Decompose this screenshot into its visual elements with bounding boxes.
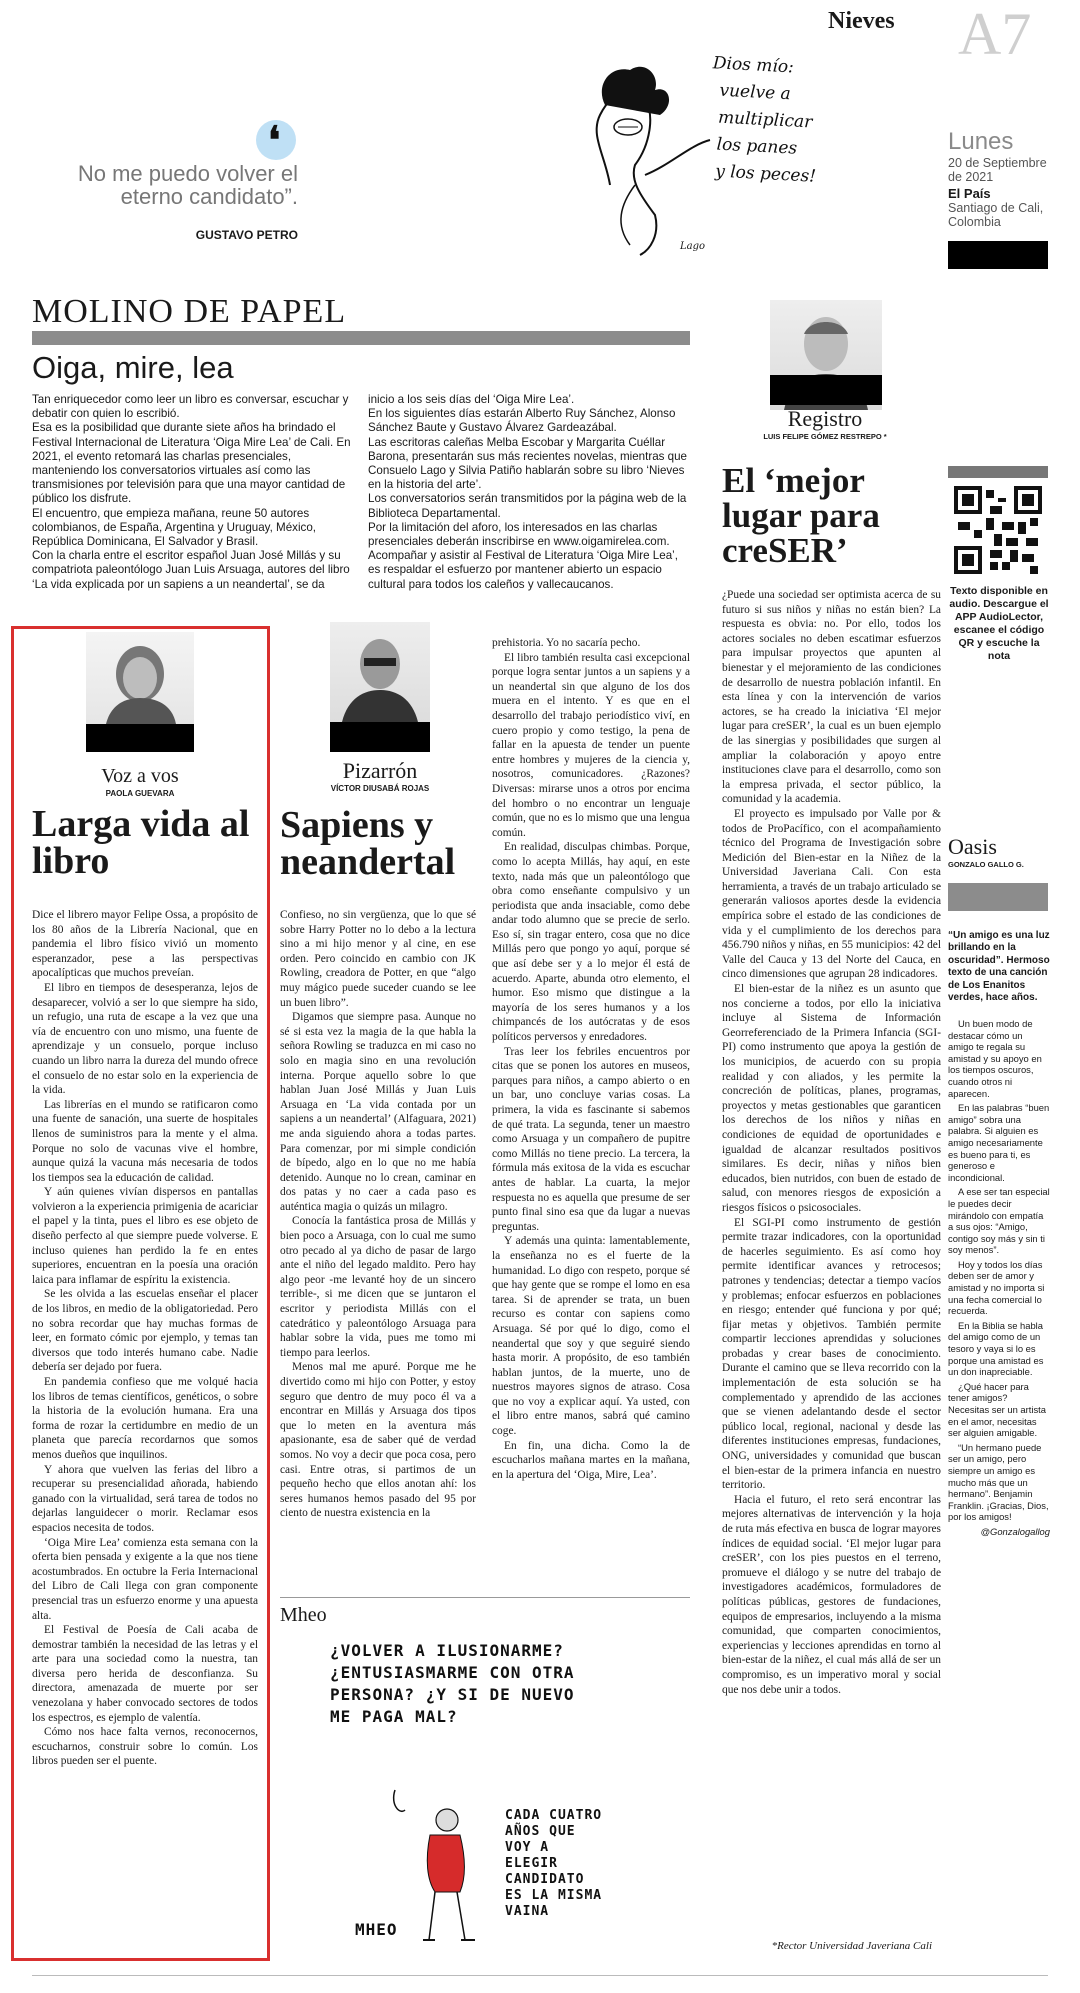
pizarron-paragraph: En realidad, disculpas chimbas. Porque, como lo acepta Millás, hay aquí, en este texto, nada más que un paleontólogo que obra como enseñante compulsivo y un periodista que anda insaciable, como debe andar todo alumno que se precie de serlo. Eso sí, sin tragar entero, cosa que no dice Millás pero que pongo yo aquí, porque sé que así debe ser y a lo mejor él está de acuerdo. Aparte, abunda otro elemento, el humor. Eso mismo que distingue a la mayoría de los seres humanos y a los chimpancés de los autócratas y de esos políticos perversos y enredadores. — [492, 841, 690, 1044]
voz-paragraph: El libro en tiempos de desesperanza, lejos de desaparecer, volvió a ser lo que siempre ha sido, un refugio, una ruta de escape a la vez que una vía de encuentro con uno mismo, una fuente de aprendizaje y un consuelo, porque incluso cuando un libro narra la dureza del mundo ofrece el consuelo de no estar solo en la experiencia de la vida. — [32, 981, 258, 1097]
oasis-paragraph: A ese ser tan especial le puedes decir mirándolo con empatía a sus ojos: “Amigo, contigo soy más y sin ti soy menos”. — [948, 1186, 1050, 1256]
audio-instructions: Texto disponible en audio. Descargue el APP AudioLector, escanee el código QR y escuche la nota — [949, 585, 1049, 662]
oasis-paragraph: Un buen modo de destacar cómo un amigo te regala su amistad y su apoyo en los tiempos oscuros, cuando otros ni aparecen. — [948, 1018, 1042, 1099]
molino-paragraph: Los conversatorios serán transmitidos por la página web de la Biblioteca Departamental. — [368, 492, 687, 520]
paper-name: El País — [948, 186, 991, 201]
molino-paragraph: Con la charla entre el escritor español Juan José Millás y su compatriota paleontólogo Juan Luis Arsuaga, autores del libro ‘La vida explicada por un sapiens a un neandertal’, se da — [32, 549, 350, 591]
pizarron-body-col2 — [492, 636, 690, 1482]
oasis-paragraph: ¿Qué hacer para tener amigos? Necesitas ser un artista en el amor, necesitas ser alguien amigable. — [948, 1380, 1046, 1439]
oasis-body — [948, 1018, 1050, 1538]
cartoon-handwriting — [707, 50, 823, 191]
section-name: Nieves — [828, 8, 895, 34]
voz-paragraph: El Festival de Poesía de Cali acaba de demostrar también la necesidad de las letras y el arte para una sociedad como la nuestra, tan diversa pero herida de desconfianza. Su directora, amenazada de muerte por ser venezolana y haber convocado sectores de todos los espectros, es ejemplo de valentía. — [32, 1624, 258, 1724]
mheo-title: Mheo — [280, 1604, 327, 1626]
date-full: 20 de Septiembre de 2021 — [948, 156, 1047, 184]
pizarron-paragraph: En fin, una dicha. Como la de escucharlos mañana martes en la mañana, en la apertura del ‘Oiga, Mire, Lea’. — [492, 1439, 690, 1481]
voz-column-name: Voz a vos — [101, 765, 179, 787]
mheo-signature: MHEO — [355, 1920, 398, 1939]
voz-paragraph: Dice el librero mayor Felipe Ossa, a propósito de los 80 años de la Librería Nacional, que en pandemia el libro físico vivió un momento esperanzador, pese a las perspectivas apocalípticas que muchos preveían. — [32, 909, 258, 980]
voz-paragraph: Y aún quienes vivían dispersos en pantallas volvieron a la experiencia primigenia de acariciar el papel y la tinta, pues el libro es ese objeto de diseño perfecto al que siempre puede volverse. E incluso quienes han perdido la fe en entes superiores, encuentran en la poesía una oración laica para inflamar de espíritu la existencia. — [32, 1186, 258, 1286]
registro-paragraph: Hacia el futuro, el reto será encontrar las mejores alternativas de intervención y la hoja de ruta más efectiva en busca de lograr mayores índices de equidad social. ‘El mejor lugar para creSER’, con los pies puestos en el terreno, promueve el diálogo y se nutre del trabajo de investigadores académicos, formuladores de políticas públicas, gestores de fundaciones, equipos de empresarios, incluyendo a la misma comunidad, que comparten conocimientos, experiencias y lecciones aprendidas en torno al bien-estar de la niñez, el cual más allá de ser un compromiso, es un imperativo moral y social que nos debe unir a todos. — [722, 1493, 941, 1696]
mheo-speech-line: PERSONA? ¿Y SI DE NUEVO — [330, 1685, 575, 1704]
page-number: A7 — [958, 1, 1032, 67]
mheo-speech-line: AÑOS QUE — [505, 1824, 576, 1839]
pizarron-title: Sapiens y neandertal — [280, 804, 456, 883]
quote-icon: ❛ — [256, 120, 296, 160]
molino-paragraph: En los siguientes días estarán Alberto Ruy Sánchez, Alonso Sánchez Baute y Gustavo Álvarez Gardeazábal. — [368, 407, 676, 435]
mheo-speech-line: VAINA — [505, 1904, 550, 1919]
pizarron-paragraph: Y además una quinta: lamentablemente, la enseñanza no es el fuerte de la humanidad. Lo digo con respeto, porque sé que hay gente que se rompe el lomo en esa tarea. Si de aprender se trata, un buen recurso es contar con sapiens como Arsuaga. Sé por qué lo digo, como el neandertal que soy y que seguiré siendo hasta morir. A propósito, de eso también hablan juntos, de la muerte, uno de nuestros mayores signos de atraso. Cosa que no voy a explicar aquí. Ya usted, con el libro entre manos, sabrá qué camino coge. — [492, 1235, 690, 1438]
voz-paragraph: En pandemia confieso que me volqué hacia los libros de temas científicos, genéticos, o sobre la historia de la evolución humana. Era una forma de rozar la certidumbre en medio de un planeta que parecía recordarnos que somos menos dueños que inquilinos. — [32, 1376, 258, 1461]
registro-column-name: Registro — [787, 406, 863, 431]
oasis-paragraph: En la Biblia se habla del amigo como de un tesoro y vaya si lo es porque una amistad es un don inapreciable. — [948, 1319, 1044, 1378]
mheo-speech-line: CANDIDATO — [505, 1872, 585, 1887]
oasis-paragraph: Hoy y todos los días deben ser de amor y amistad y no importa si una fecha comercial lo recuerda. — [948, 1258, 1045, 1317]
pizarron-paragraph: Conocía la fantástica prosa de Millás y bien poco a Arsuaga, con lo cual me sumo otro pecado al ya dicho de pasar de largo ante el niño del legado maldito. Pero hay algo peor -me levanté hoy de un sincero terrible-, si me dicen que se juntaron el escritor y periodista Millás con el catedrático y paleontólogo Arsuaga para hablar sobre la vida, pues me tomo mi tiempo para leerlos. — [280, 1215, 476, 1359]
pizarron-paragraph: prehistoria. Yo no sacaría pecho. — [492, 637, 641, 649]
molino-title: Oiga, mire, lea — [32, 350, 234, 385]
molino-paragraph: Tan enriquecedor como leer un libro es conversar, escuchar y debatir con quien lo escribió. — [32, 393, 349, 421]
molino-paragraph: Acompañar y asistir al Festival de Literatura ‘Oiga Mire Lea’, es respaldar el esfuerzo por mantener abierto un espacio cultural para todos los caleños y vallecaucanos. — [368, 549, 678, 591]
molino-paragraph: Esa es la posibilidad que durante siete años ha brindado el Festival Internacional de Literatura ‘Oiga Mire Lea’ de Cali. En 2021, el evento retomará las charlas presenciales, manteniendo los conversatorios virtuales así como las transmisiones por televisión para que una mayor cantidad de público los disfrute. — [32, 421, 351, 506]
qr-code-icon[interactable] — [954, 486, 1042, 574]
registro-author: LUIS FELIPE GÓMEZ RESTREPO * — [763, 432, 887, 441]
registro-photo-bar — [770, 375, 882, 405]
handwriting-line: los panes — [716, 134, 798, 159]
quote-text: No me puedo volver el eterno candidato”. — [77, 161, 298, 209]
mheo-speech-line: ME PAGA MAL? — [330, 1707, 458, 1726]
voz-paragraph: Y ahora que vuelven las ferias del libro a recuperar su presencialidad añorada, habiendo ganado con la virtualidad, será tarea de todos no dejarlas languidecer o morir. Reclamar esos espacios necesita de todos. — [32, 1463, 258, 1534]
mheo-figure-drawing — [385, 1780, 495, 1950]
molino-paragraph: inicio a los seis días del ‘Oiga Mire Lea’. — [368, 393, 575, 406]
voz-paragraph: ‘Oiga Mire Lea’ comienza esta semana con la oferta bien pensada y exigente a la que nos tiene acostumbrados. En octubre la Feria Internacional del Libro de Cali llega con gran componente presencial tras un esfuerzo enorme y una apuesta alta. — [32, 1536, 258, 1622]
molino-paragraph: Por la limitación del aforo, los interesados en las charlas presenciales deberán inscribirse en www.oigamirelea.com. — [368, 520, 670, 549]
mheo-speech-line: VOY A — [505, 1840, 550, 1855]
molino-masthead: MOLINO DE PAPEL — [32, 293, 347, 330]
mheo-speech-line: CADA CUATRO — [505, 1808, 603, 1823]
registro-footnote: *Rector Universidad Javeriana Cali — [771, 1940, 932, 1952]
voz-photo-bar — [86, 724, 194, 752]
molino-paragraph: El encuentro, que empieza mañana, reune 50 autores colombianos, de España, Argentina y Uruguay, México, República Dominicana, El Salvador y Brasil. — [32, 506, 316, 549]
pizarron-author: VÍCTOR DIUSABÁ ROJAS — [330, 784, 430, 793]
pizarron-paragraph: Menos mal me apuré. Porque me he divertido como mi hijo con Potter, y estoy seguro que dentro de muy poco él va a encontrar en Millás y Arsuaga dos tipos que lo meten en la aventura más apasionante, esa de saber qué de verdad somos. No voy a decir que poca cosa, pero casi. Entre otras, si partimos de un pequeño hecho que ellos anotan ahí: los seres humanos hemos pasado del 95 por ciento de nuestra existencia en la — [280, 1361, 476, 1520]
oasis-column-name: Oasis — [948, 834, 997, 859]
molino-col-2 — [368, 393, 690, 592]
molino-paragraph: Las escritoras caleñas Melba Escobar y Margarita Cuéllar Barona, presentarán sus más recientes novelas, mientras que Consuelo Lago y Silvia Patiño hablarán sobre su libro ‘Nieves en la historia del arte’. — [368, 435, 687, 492]
registro-title: El ‘mejor lugar para creSER’ — [722, 461, 880, 570]
voz-author-photo — [86, 632, 194, 724]
mheo-speech-1 — [330, 1640, 575, 1728]
molino-gray-bar — [32, 331, 690, 345]
oasis-gray-bar — [948, 883, 1048, 911]
paper-place: Santiago de Cali, Colombia — [948, 201, 1044, 229]
mheo-speech-2 — [505, 1808, 602, 1920]
quote-author: GUSTAVO PETRO — [195, 228, 298, 242]
pizarron-paragraph: El libro también resulta casi excepcional porque logra sentar juntos a un sapiens y a un neandertal sin que alguno de los dos muera en el intento. Y es que en el desarrollo del trabajo periodístico viví, en cuero propio y como testigo, la pena de fallar en la apuesta de tender un puente entre hombres y mujeres de la ciencia y, nosotros, comunicadores. ¿Razones? Diversas: mirarse unos a otros por encima del hombro o no encontrar un lenguaje común, que no es lo mismo que una lengua común. — [492, 651, 690, 839]
oasis-handle: @Gonzalogallog — [980, 1525, 1050, 1537]
qr-top-bar — [948, 466, 1048, 478]
registro-paragraph: El SGI-PI como instrumento de gestión permite trazar indicadores, con la oportunidad de hacerles seguimiento. Es así como hoy permite identificar avances y retrocesos; patrones y tendencias; detectar a tiempo vacíos y problemas; enfocar esfuerzos en poblaciones en riesgo; entender qué funciona y por qué; fijar metas y objetivos. También permite compartir lecciones aprendidas y soluciones probadas y crear bases de conocimiento. Durante el camino que se lleva recorrido con la implementación de esta solución se ha complementado y aprendido de las acciones que se vienen adelantando desde el sector público local, regional, nacional y desde las diferentes instituciones empresas, fundaciones, ONG, universidades y comunidad que buscan el bien-estar de la primera infancia en nuestro territorio. — [722, 1216, 941, 1492]
handwriting-line: Dios mío: — [712, 53, 795, 78]
pizarron-body-col1 — [280, 908, 476, 1521]
registro-paragraph: El proyecto es impulsado por Valle por & todos de ProPacífico, con el acompañamiento técnico del Programa de Investigación sobre Medición del Bien-estar en la Niñez de la Universidad Javeriana Cali. Con esta herramienta, a través de un trabajo articulado se generarán valiosos aportes desde la evidencia empírica sobre el estado de las condiciones de vida y el cumplimiento de los derechos para 456.790 niños y niñas, en 55 municipios: 42 del Valle del Cauca y 13 del Norte del Cauca, en cinco dimensiones que agrupan 28 indicadores. — [722, 807, 941, 981]
molino-col-1 — [32, 393, 354, 592]
page-bottom-rule — [32, 1975, 1048, 1976]
pizarron-paragraph: Digamos que siempre pasa. Aunque no sé si esta vez la magia de la que habla la señora Rowling se traduzca en mi caso no solo en magia sino en una revolución interna. Porque aquello sobre lo que hablan Juan José Millás y Juan Luis Arsuaga en ‘La vida contada por un sapiens a un neandertal’ (Alfaguara, 2021) me anda siguiendo ahora a todas partes. Para comenzar, por mi simple condición de bípedo, algo en lo que no me había detenido. Aunque no lo crean, caminar en dos patas y no caer a cada paso es auténtica magia o quizás un milagro. — [280, 1011, 476, 1213]
handwriting-line: y los peces! — [714, 161, 817, 187]
handwriting-line: multiplicar — [717, 107, 813, 133]
registro-paragraph: ¿Puede una sociedad ser optimista acerca de su futuro si sus niños y niñas no están bien? La respuesta es obvia: no. Por ello, todos los actores sociales no deben escatimar esfuerzos para impulsar proyectos que apunten al bienestar y el mejoramiento de las condiciones de desarrollo de nuestra población infantil. En esta línea y con la intervención de varios actores, se ha creado la iniciativa ‘El mejor lugar para creSER’, la cual es un buen ejemplo de las sinergias y posibilidades que surgen al ampliar la colaboración y apoyo entre instituciones clave para el desarrollo, como son la empresa privada, el sector público, la comunidad y la academia. — [722, 589, 941, 806]
mheo-divider — [280, 1597, 690, 1598]
oasis-paragraph: En las palabras “buen amigo” sobra una palabra. Si alguien es amigo necesariamente es bueno para ti, es generoso e incondicional. — [948, 1102, 1050, 1183]
top-cartoon — [560, 45, 860, 265]
pizarron-paragraph: Confieso, no sin vergüenza, que lo que sé sobre Harry Potter no lo debo a la lectura sino a mi hijo menor y al cine, en ese orden. Pero coincido en cambio con JK Rowling, creadora de Potter, en que “algo muy mágico puede suceder cuando se lee un buen libro”. — [280, 909, 476, 1009]
pizarron-paragraph: Tras leer los febriles encuentros por citas que se ponen los autores en museos, parques para niños, a campo abierto o en un bar, uno concluye varias cosas. La primera, la vida es fascinante si sabemos de qué trata. La segunda, tener un maestro como Arsuaga y un compañero de pupitre como Millás no tiene precio. La tercera, la fórmula más exitosa de la vida es escuchar antes de hablar. La cuarta, la mejor respuesta no es aquella que presume de ser punto final sino esa que da lugar a nuevas preguntas. — [492, 1045, 690, 1233]
pizarron-author-photo — [330, 622, 430, 722]
handwriting-line: vuelve a — [718, 80, 792, 105]
pizarron-column-name: Pizarrón — [342, 758, 418, 783]
mheo-speech-line: ES LA MISMA — [505, 1888, 603, 1903]
mheo-speech-line: ¿ENTUSIASMARME CON OTRA — [330, 1663, 575, 1682]
voz-author: PAOLA GUEVARA — [105, 789, 175, 798]
mheo-speech-line: ¿VOLVER A ILUSIONARME? — [330, 1641, 564, 1660]
voz-title: Larga vida al libro — [32, 803, 250, 882]
mheo-speech-line: ELEGIR — [505, 1856, 558, 1871]
pizarron-photo-bar — [330, 722, 430, 752]
oasis-lead: “Un amigo es una luz brillando en la oscuridad”. Hermoso texto de una canción de Los Enanitos verdes, hace años. — [948, 930, 1050, 1004]
registro-body — [722, 588, 941, 1697]
voz-body — [32, 908, 258, 1769]
oasis-paragraph: “Un hermano puede ser un amigo, pero siempre un amigo es mucho más que un hermano”. Benjamin Franklin. ¡Gracias, Dios, por los amigos! — [948, 1441, 1049, 1523]
cartoon-signature: Lago — [680, 241, 706, 252]
voz-paragraph: Cómo nos hace falta vernos, reconocernos, escucharnos, construir sobre lo común. Los libros pueden ser el puente. — [32, 1726, 258, 1768]
oasis-author: GONZALO GALLO G. — [948, 860, 1024, 869]
registro-paragraph: El bien-estar de la niñez es un asunto que nos concierne a todos, por ello la iniciativa incluye al Sistema de Información Georreferenciado de la Primera Infancia (SGI-PI) como instrumento que apoya la gestión de los municipios, de acuerdo con su propia realidad y con aliados, y les permite la concreción de políticas, planes, programas, proyectos y metas gestionables que garanticen los derechos de los niños y niñas en condiciones de equidad de oportunidades e igualdad de alcanzar resultados positivos similares. Es decir, niñas y niños bien educados, bien nutridos, con buen de estado de salud, con menores riesgos de exposición a riesgos físicos o psicosociales. — [722, 983, 941, 1214]
header-black-bar — [948, 241, 1048, 269]
date-day: Lunes — [948, 128, 1014, 155]
voz-paragraph: Se les olvida a las escuelas enseñar el placer de los libros, en medio de la obligatoriedad. Pero no sobra recordar que hay muchas formas de leer, en formato cómic por ejemplo, y temas tan diversos que todo interés humano cabe. Nadie debería ser dejado por fuera. — [32, 1288, 258, 1374]
voz-paragraph: Las librerías en el mundo se ratificaron como una fuente de sanación, una suerte de hospitales llenos de suministros para la mente y el alma. Porque no solo de vacunas vive el hombre, aunque quizá la vacuna más necesaria de todos los tiempos sea la educación de calidad. — [32, 1098, 258, 1184]
